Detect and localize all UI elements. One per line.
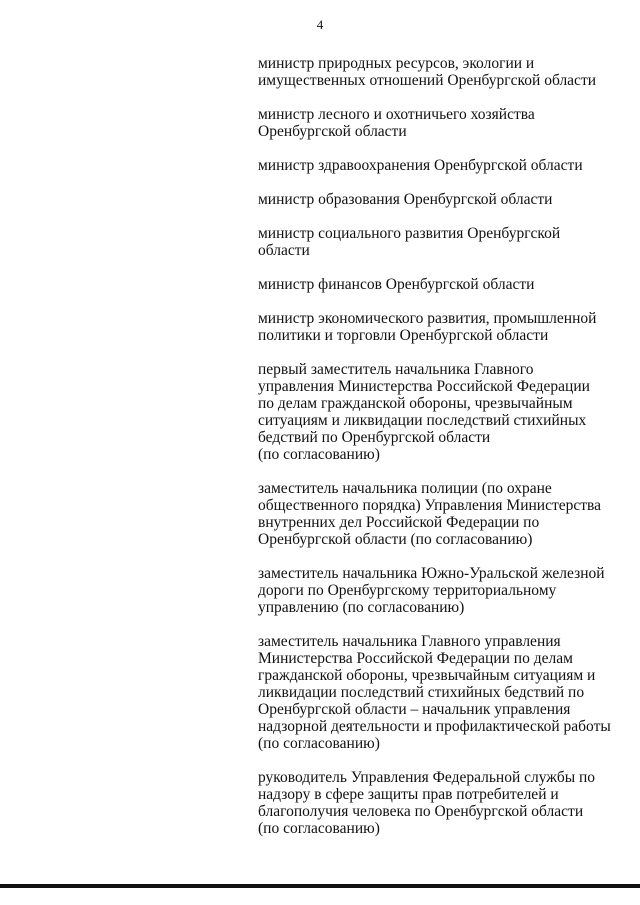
member-entry [258,157,618,174]
member-entry [258,225,618,259]
entry-line: заместитель начальника полиции (по охране [258,480,552,497]
member-entry [258,565,618,616]
member-list [258,55,618,854]
member-entry [258,191,618,208]
entry-line: области [258,242,310,259]
member-entry [258,361,618,463]
entry-line: министр образования Оренбургской области [258,191,553,208]
entry-line: заместитель начальника Главного управления [258,633,561,650]
entry-line: надзорной деятельности и профилактической работы [258,718,611,735]
entry-line: заместитель начальника Южно-Уральской железной [258,565,605,582]
entry-line: гражданской обороны, чрезвычайным ситуациям и [258,667,596,684]
entry-line: (по согласованию) [258,446,380,463]
entry-line: первый заместитель начальника Главного [258,361,534,378]
entry-line: министр финансов Оренбургской области [258,276,535,293]
entry-line: министр здравоохранения Оренбургской области [258,157,583,174]
member-entry [258,769,618,837]
entry-line: имущественных отношений Оренбургской области [258,72,597,89]
entry-line: благополучия человека по Оренбургской области [258,803,584,820]
member-entry [258,633,618,752]
entry-line: политики и торговли Оренбургской области [258,327,549,344]
entry-line: Министерства Российской Федерации по делам [258,650,573,667]
entry-line: управлению (по согласованию) [258,599,465,616]
entry-line: по делам гражданской обороны, чрезвычайным [258,395,573,412]
entry-line: Оренбургской области (по согласованию) [258,531,533,548]
entry-line: надзору в сфере защиты прав потребителей и [258,786,559,803]
entry-line: ликвидации последствий стихийных бедствий по [258,684,585,701]
page-number: 4 [316,17,324,32]
entry-line: министр природных ресурсов, экологии и [258,55,535,72]
member-entry [258,55,618,89]
member-entry [258,310,618,344]
entry-line: общественного порядка) Управления Министерства [258,497,602,514]
entry-line: министр лесного и охотничьего хозяйства [258,106,535,123]
member-entry [258,480,618,548]
bottom-rule [0,884,640,888]
member-entry [258,276,618,293]
member-entry [258,106,618,140]
entry-line: бедствий по Оренбургской области [258,429,491,446]
entry-line: руководитель Управления Федеральной службы по [258,769,596,786]
entry-line: внутренних дел Российской Федерации по [258,514,540,531]
entry-line: управления Министерства Российской Федерации [258,378,590,395]
entry-line: министр экономического развития, промышленной [258,310,597,327]
entry-line: Оренбургской области – начальник управления [258,701,571,718]
entry-line: Оренбургской области [258,123,407,140]
entry-line: (по согласованию) [258,820,380,837]
entry-line: ситуациям и ликвидации последствий стихийных [258,412,587,429]
entry-line: (по согласованию) [258,735,380,752]
entry-line: министр социального развития Оренбургской [258,225,561,242]
entry-line: дороги по Оренбургскому территориальному [258,582,557,599]
